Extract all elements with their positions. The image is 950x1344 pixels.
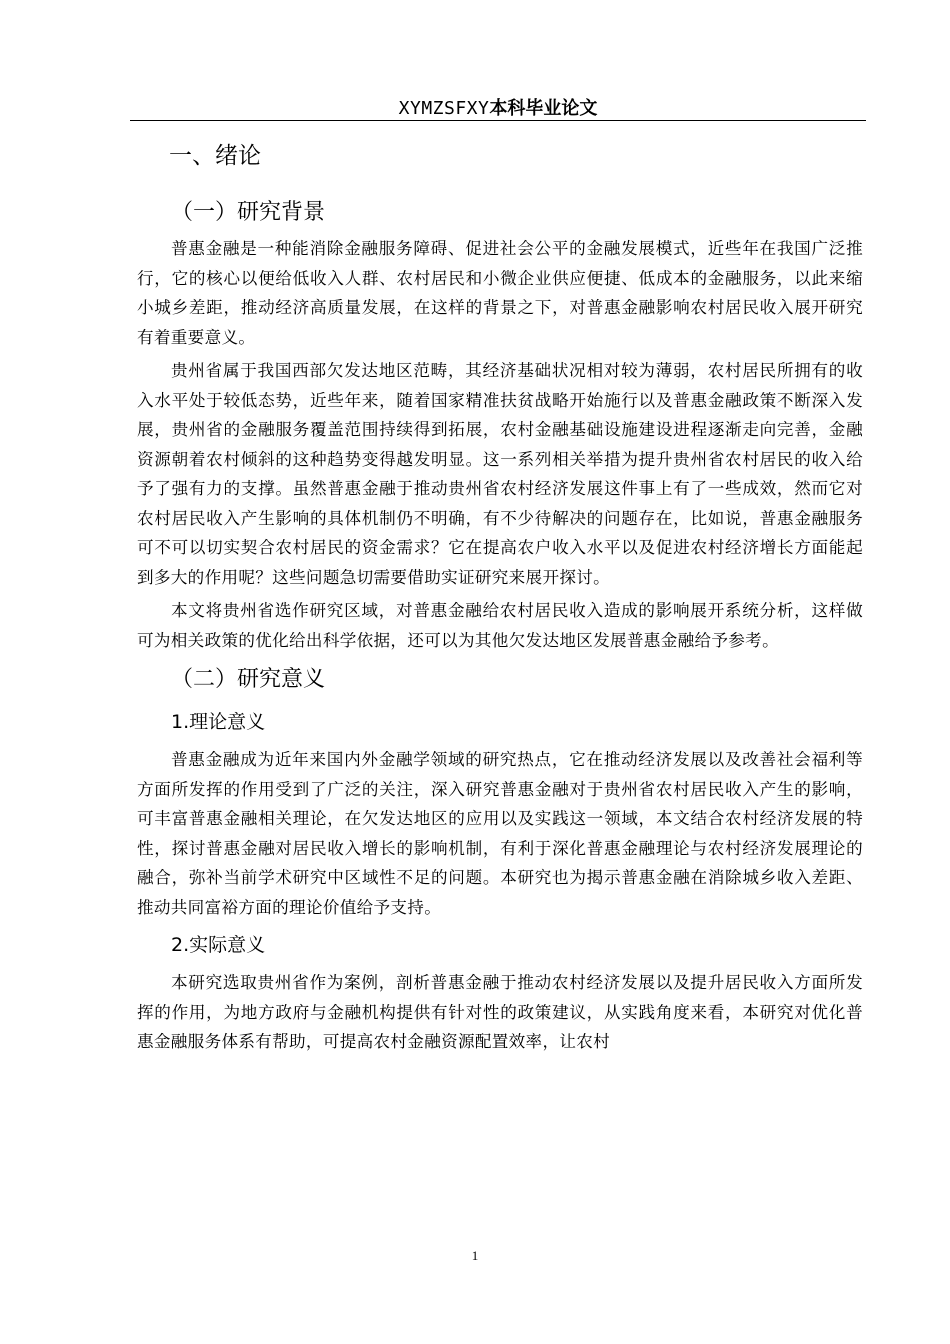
chapter-title: 一、绪论 — [169, 143, 261, 169]
header-title: 本科毕业论文 — [489, 98, 598, 119]
section-heading-significance: （二）研究意义 — [171, 667, 326, 692]
paragraph: 普惠金融成为近年来国内外金融学领域的研究热点，它在推动经济发展以及改善社会福利等方面所发挥的作用受到了广泛的关注，深入研究普惠金融对于贵州省农村居民收入产生的影响，可丰富普惠金融相关理论，在欠发达地区的应用以及实践这一领域，本文结合农村经济发展的特性，探讨普惠金融对居民收入增长的影响机制，有利于深化普惠金融理论与农村经济发展理论的融合，弥补当前学术研究中区域性不足的问题。本研究也为揭示普惠金融在消除城乡收入差距、推动共同富裕方面的理论价值给予支持。 — [137, 750, 863, 917]
header-school-code: XYMZSFXY — [398, 98, 490, 119]
subsection-heading-practical: 2.实际意义 — [171, 934, 266, 956]
paragraph: 本文将贵州省选作研究区域，对普惠金融给农村居民收入造成的影响展开系统分析，这样做可为相关政策的优化给出科学依据，还可以为其他欠发达地区发展普惠金融给予参考。 — [137, 601, 863, 650]
paragraph: 本研究选取贵州省作为案例，剖析普惠金融于推动农村经济发展以及提升居民收入方面所发挥的作用，为地方政府与金融机构提供有针对性的政策建议，从实践角度来看，本研究对优化普惠金融服务体系有帮助，可提高农村金融资源配置效率，让农村 — [137, 973, 863, 1051]
header-rule — [130, 120, 866, 121]
paragraph: 贵州省属于我国西部欠发达地区范畴，其经济基础状况相对较为薄弱，农村居民所拥有的收入水平处于较低态势，近些年来，随着国家精准扶贫战略开始施行以及普惠金融政策不断深入发展，贵州省的金融服务覆盖范围持续得到拓展，农村金融基础设施建设进程逐渐走向完善，金融资源朝着农村倾斜的这种趋势变得越发明显。这一系列相关举措为提升贵州省农村居民的收入给予了强有力的支撑。虽然普惠金融于推动贵州省农村经济发展这件事上有了一些成效，然而它对农村居民收入产生影响的具体机制仍不明确，有不少待解决的问题存在，比如说，普惠金融服务可不可以切实契合农村居民的资金需求？它在提高农户收入水平以及促进农村经济增长方面能起到多大的作用呢？这些问题急切需要借助实证研究来展开探讨。 — [137, 361, 863, 587]
page-header — [130, 96, 866, 120]
page-number: 1 — [471, 1248, 479, 1263]
paragraph: 普惠金融是一种能消除金融服务障碍、促进社会公平的金融发展模式，近些年在我国广泛推行，它的核心以便给低收入人群、农村居民和小微企业供应便捷、低成本的金融服务，以此来缩小城乡差距，推动经济高质量发展，在这样的背景之下，对普惠金融影响农村居民收入展开研究有着重要意义。 — [137, 239, 863, 347]
document-body — [137, 128, 863, 1057]
section-heading-background: （一）研究背景 — [171, 200, 326, 225]
subsection-heading-theoretical: 1.理论意义 — [171, 711, 266, 733]
